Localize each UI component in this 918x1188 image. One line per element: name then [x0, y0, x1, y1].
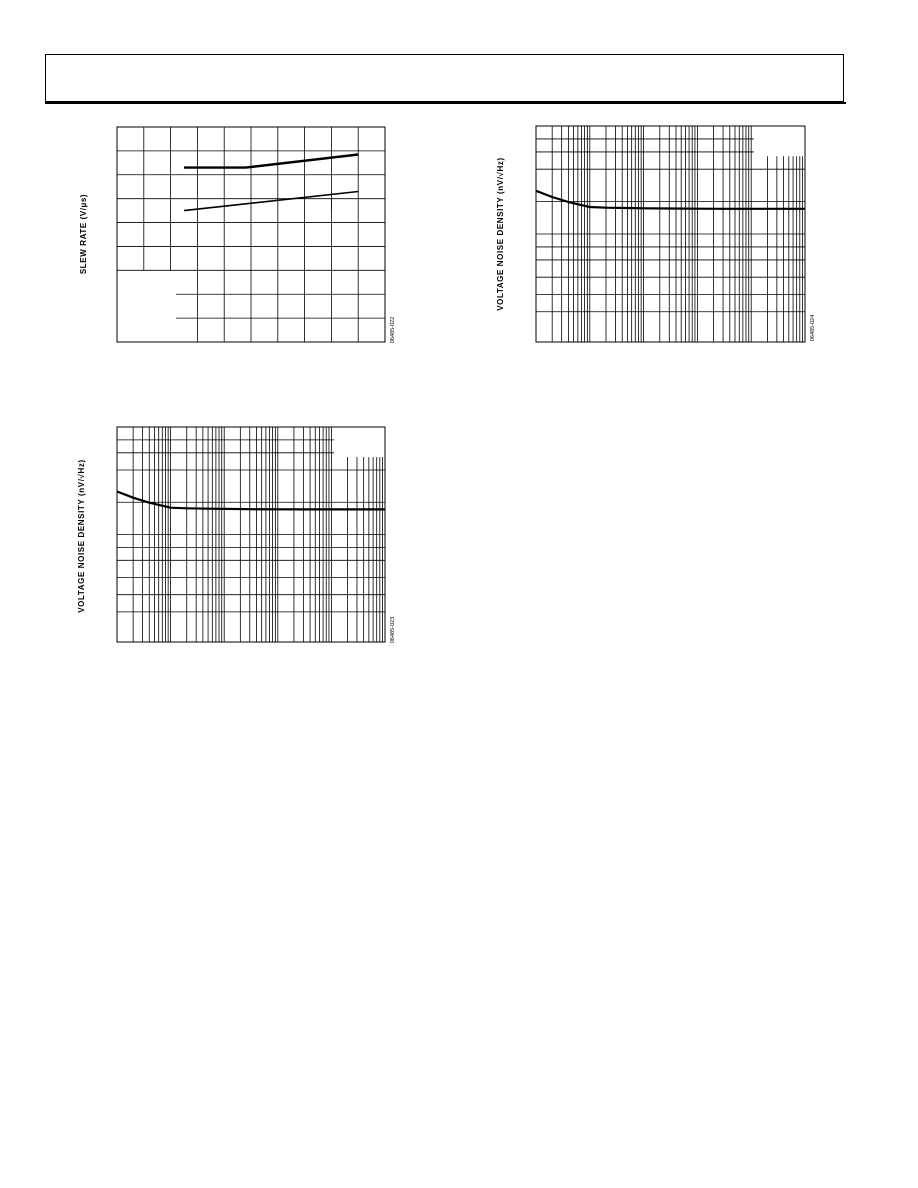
noise-top-ylabel: VOLTAGE NOISE DENSITY (nV/√Hz)	[496, 157, 505, 311]
slew-rate-grid	[117, 127, 385, 342]
noise-top-figure-code: 06485-024	[810, 314, 816, 342]
slew-series-line-2	[184, 192, 358, 211]
noise-density-chart-top	[496, 126, 816, 342]
noise-bottom-ylabel: VOLTAGE NOISE DENSITY (nV/√Hz)	[77, 459, 86, 613]
slew-rate-ylabel: SLEW RATE (V/µs)	[79, 193, 88, 275]
slew-series-line-1	[184, 155, 358, 168]
noise-bottom-series-line	[117, 492, 385, 510]
slew-rate-figure-code: 06485-022	[390, 316, 396, 344]
noise-top-series-line	[536, 191, 805, 209]
slew-rate-chart	[79, 127, 396, 343]
noise-bottom-figure-code: 06485-023	[390, 616, 396, 644]
noise-density-chart-bottom	[77, 427, 396, 643]
